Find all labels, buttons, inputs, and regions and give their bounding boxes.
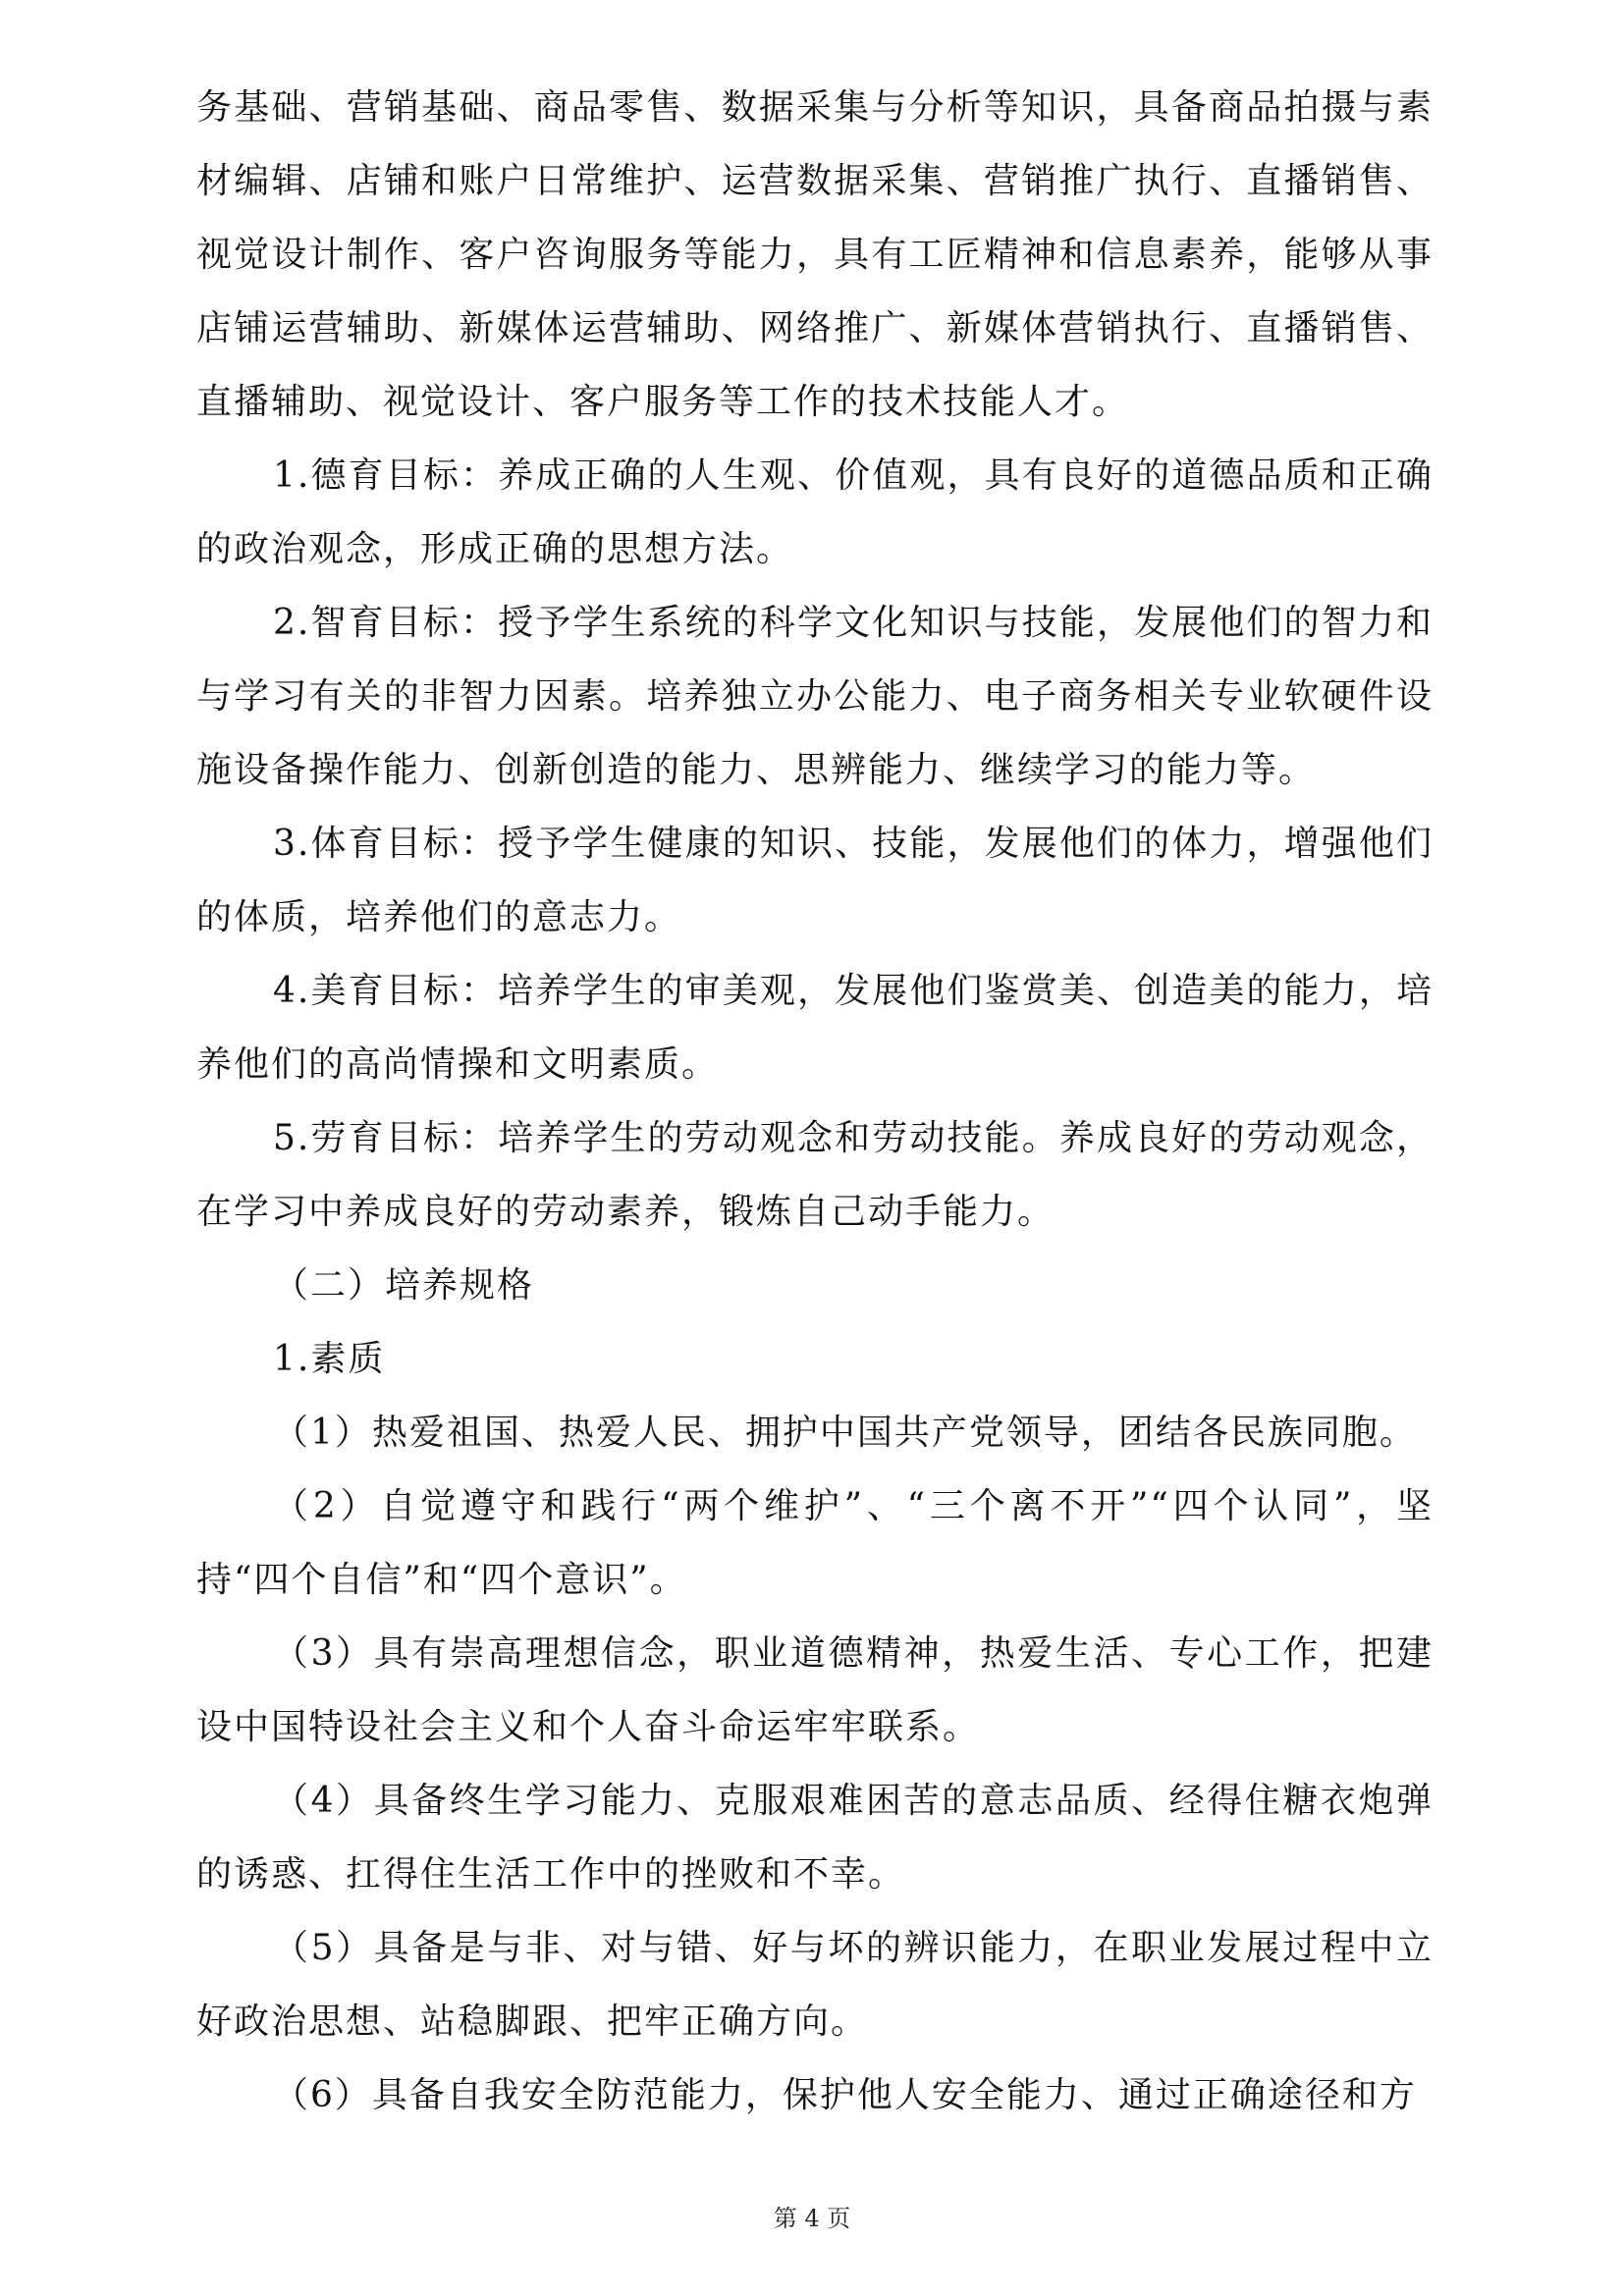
list-item-quality-4: （4）具备终生学习能力、克服艰难困苦的意志品质、经得住糖衣炮弹的诱惑、扛得住生活工作中的挫败和不幸。 [196,1781,1434,1895]
paragraph-moral-education-goal: 1.德育目标：养成正确的人生观、价值观，具有良好的道德品质和正确的政治观念，形成正确的思想方法。 [196,455,1434,569]
list-item-quality-6: （6）具备自我安全防范能力，保护他人安全能力、通过正确途径和方 [273,2075,1417,2115]
page-number: 第 4 页 [773,2205,851,2232]
paragraph-physical-education-goal: 3.体育目标：授予学生健康的知识、技能，发展他们的体力，增强他们的体质，培养他们的意志力。 [196,824,1434,937]
subsection-heading-quality: 1.素质 [273,1339,386,1379]
list-item-quality-5: （5）具备是与非、对与错、好与坏的辨识能力，在职业发展过程中立好政治思想、站稳脚跟、把牢正确方向。 [196,1928,1434,2042]
paragraph-training-objective-continued: 务基础、营销基础、商品零售、数据采集与分析等知识，具备商品拍摄与素材编辑、店铺和账户日常维护、运营数据采集、营销推广执行、直播销售、视觉设计制作、客户咨询服务等能力，具有工匠精神和信息素养，能够从事店铺运营辅助、新媒体运营辅助、网络推广、新媒体营销执行、直播销售、直播辅助、视觉设计、客户服务等工作的技术技能人才。 [196,87,1434,422]
paragraph-intellectual-education-goal: 2.智育目标：授予学生系统的科学文化知识与技能，发展他们的智力和与学习有关的非智力因素。培养独立办公能力、电子商务相关专业软硬件设施设备操作能力、创新创造的能力、思辨能力、继续学习的能力等。 [196,603,1434,790]
paragraph-aesthetic-education-goal: 4.美育目标：培养学生的审美观，发展他们鉴赏美、创造美的能力，培养他们的高尚情操和文明素质。 [196,971,1434,1085]
list-item-quality-1: （1）热爱祖国、热爱人民、拥护中国共产党领导，团结各民族同胞。 [273,1413,1417,1453]
list-item-quality-2: （2）自觉遵守和践行“两个维护”、“三个离不开”“四个认同”，坚持“四个自信”和“四个意识”。 [196,1486,1434,1600]
paragraph-labor-education-goal: 5.劳育目标：培养学生的劳动观念和劳动技能。养成良好的劳动观念，在学习中养成良好的劳动素养，锻炼自己动手能力。 [196,1118,1434,1232]
section-heading-training-specifications: （二）培养规格 [273,1265,535,1306]
document-body [196,71,1434,2132]
list-item-quality-3: （3）具有崇高理想信念，职业道德精神，热爱生活、专心工作，把建设中国特设社会主义和个人奋斗命运牢牢联系。 [196,1633,1434,1747]
